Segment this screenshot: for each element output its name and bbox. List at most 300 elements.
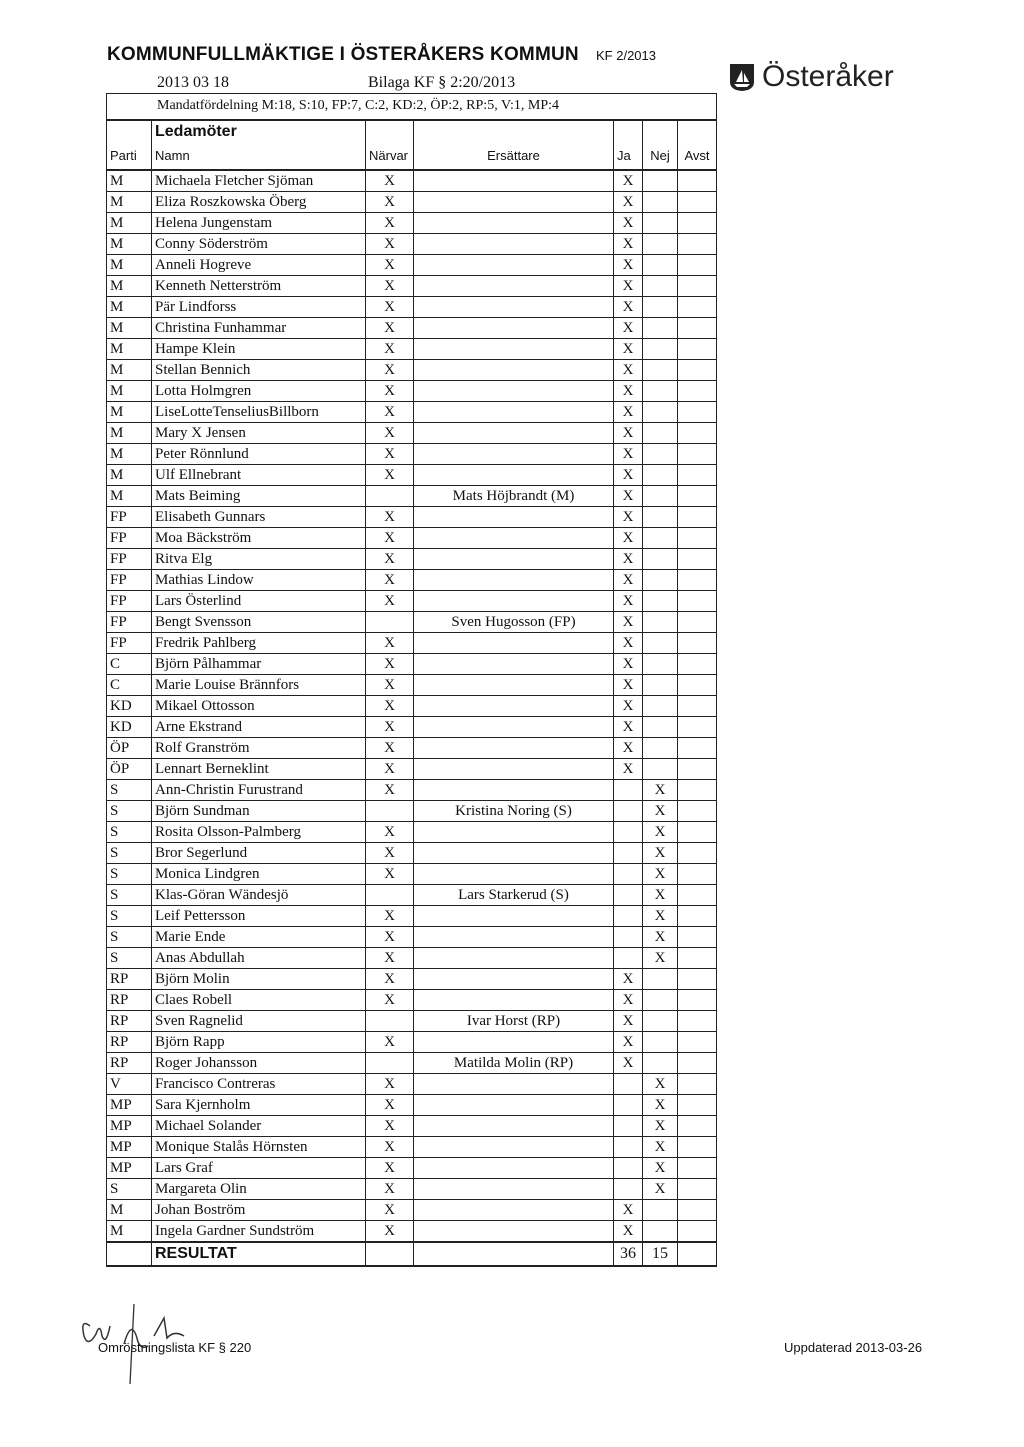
cell-namn: Elisabeth Gunnars [152,506,366,527]
cell-parti: S [107,1178,152,1199]
header-blank [614,120,643,144]
cell-parti: FP [107,632,152,653]
cell-nej [643,380,678,401]
cell-avst [678,884,717,905]
cell-narvar: X [366,1157,414,1178]
cell-ersattare [414,170,614,192]
cell-namn: Lars Österlind [152,590,366,611]
cell-parti: S [107,821,152,842]
cell-ja: X [614,968,643,989]
table-row [107,884,717,905]
osteraker-logo-icon [728,62,756,92]
column-header-narvar: Närvar [366,144,414,170]
cell-narvar: X [366,317,414,338]
cell-nej [643,611,678,632]
cell-namn: Claes Robell [152,989,366,1010]
cell-namn: Klas-Göran Wändesjö [152,884,366,905]
cell-ja: X [614,695,643,716]
cell-namn: Lotta Holmgren [152,380,366,401]
cell-namn: LiseLotteTenseliusBillborn [152,401,366,422]
cell-nej [643,401,678,422]
cell-ersattare [414,758,614,779]
cell-nej [643,317,678,338]
cell-parti: MP [107,1136,152,1157]
cell-nej [643,737,678,758]
table-row [107,1094,717,1115]
cell-namn: Björn Sundman [152,800,366,821]
cell-ersattare [414,212,614,233]
cell-narvar: X [366,170,414,192]
cell-avst [678,1031,717,1052]
cell-parti: S [107,947,152,968]
cell-ja: X [614,1052,643,1073]
cell-narvar: X [366,1220,414,1242]
cell-ja [614,1115,643,1136]
cell-avst [678,716,717,737]
cell-avst [678,380,717,401]
cell-namn: Conny Söderström [152,233,366,254]
cell-nej [643,569,678,590]
cell-nej: X [643,1157,678,1178]
cell-avst [678,779,717,800]
cell-namn: Arne Ekstrand [152,716,366,737]
cell-ja: X [614,590,643,611]
header-blank [366,120,414,144]
cell-nej: X [643,1136,678,1157]
cell-namn: Rolf Granström [152,737,366,758]
cell-namn: Stellan Bennich [152,359,366,380]
cell-namn: Björn Pålhammar [152,653,366,674]
cell-ersattare [414,1073,614,1094]
cell-ja [614,863,643,884]
cell-nej [643,212,678,233]
cell-narvar: X [366,527,414,548]
cell-ersattare [414,527,614,548]
cell-parti: S [107,800,152,821]
cell-ersattare [414,590,614,611]
cell-narvar [366,1052,414,1073]
cell-narvar: X [366,422,414,443]
cell-nej: X [643,779,678,800]
cell-parti: M [107,233,152,254]
cell-ersattare [414,905,614,926]
cell-avst [678,590,717,611]
column-header-nej: Nej [643,144,678,170]
cell-ersattare [414,716,614,737]
cell-narvar: X [366,863,414,884]
cell-nej: X [643,1115,678,1136]
cell-nej: X [643,1094,678,1115]
cell-narvar: X [366,842,414,863]
cell-narvar: X [366,926,414,947]
cell-narvar: X [366,1199,414,1220]
cell-parti: S [107,905,152,926]
cell-parti: M [107,1220,152,1242]
cell-ja: X [614,737,643,758]
cell-ja: X [614,506,643,527]
cell-nej [643,275,678,296]
cell-avst [678,506,717,527]
cell-ja: X [614,422,643,443]
cell-ja: X [614,989,643,1010]
cell-ja: X [614,359,643,380]
cell-namn: Ulf Ellnebrant [152,464,366,485]
cell-ersattare [414,842,614,863]
cell-parti: M [107,212,152,233]
table-row [107,401,717,422]
table-row [107,716,717,737]
cell-ja [614,905,643,926]
cell-avst [678,527,717,548]
result-label: RESULTAT [152,1242,366,1266]
cell-namn: Michaela Fletcher Sjöman [152,170,366,192]
cell-parti: KD [107,695,152,716]
cell-nej [643,548,678,569]
cell-avst [678,401,717,422]
cell-narvar: X [366,821,414,842]
table-row [107,611,717,632]
cell-avst [678,800,717,821]
table-row [107,695,717,716]
cell-ja: X [614,170,643,192]
cell-nej: X [643,947,678,968]
cell-avst [678,212,717,233]
cell-avst [678,317,717,338]
cell-avst [678,1136,717,1157]
cell-ersattare: Mats Höjbrandt (M) [414,485,614,506]
cell-nej: X [643,842,678,863]
cell-ersattare [414,191,614,212]
cell-ersattare [414,1157,614,1178]
table-row [107,989,717,1010]
cell-ersattare [414,275,614,296]
cell-ja: X [614,716,643,737]
cell-ersattare [414,338,614,359]
cell-namn: Sara Kjernholm [152,1094,366,1115]
cell-narvar: X [366,1073,414,1094]
table-row [107,1157,717,1178]
cell-parti: KD [107,716,152,737]
cell-ersattare [414,674,614,695]
cell-avst [678,569,717,590]
cell-narvar [366,1010,414,1031]
cell-nej [643,233,678,254]
cell-avst [678,1178,717,1199]
cell-ja: X [614,548,643,569]
table-row [107,1199,717,1220]
cell-ersattare [414,233,614,254]
cell-avst [678,1052,717,1073]
header-blank [107,120,152,144]
cell-ersattare [414,821,614,842]
cell-parti: RP [107,968,152,989]
cell-nej: X [643,926,678,947]
cell-ersattare [414,1178,614,1199]
cell-ja: X [614,296,643,317]
cell-narvar: X [366,1115,414,1136]
header-blank [643,120,678,144]
cell-narvar: X [366,359,414,380]
cell-namn: Michael Solander [152,1115,366,1136]
cell-narvar: X [366,968,414,989]
cell-avst [678,1157,717,1178]
table-row [107,947,717,968]
cell-ersattare [414,779,614,800]
cell-namn: Pär Lindforss [152,296,366,317]
cell-namn: Lennart Berneklint [152,758,366,779]
table-row [107,380,717,401]
cell-nej [643,1010,678,1031]
cell-ja: X [614,569,643,590]
cell-narvar: X [366,1031,414,1052]
table-row [107,1220,717,1242]
cell-namn: Moa Bäckström [152,527,366,548]
cell-nej [643,653,678,674]
cell-narvar [366,611,414,632]
cell-avst [678,1115,717,1136]
cell-ja: X [614,212,643,233]
cell-ja [614,800,643,821]
cell-ja [614,821,643,842]
cell-parti: ÖP [107,758,152,779]
column-header-ersattare: Ersättare [414,144,614,170]
cell-ersattare [414,401,614,422]
cell-ersattare [414,1136,614,1157]
cell-parti: M [107,254,152,275]
cell-nej [643,590,678,611]
cell-ja: X [614,1220,643,1242]
cell-narvar: X [366,674,414,695]
cell-parti: MP [107,1094,152,1115]
cell-parti: M [107,464,152,485]
cell-parti: FP [107,527,152,548]
cell-ja [614,926,643,947]
cell-narvar: X [366,464,414,485]
table-row [107,443,717,464]
cell-parti: RP [107,1010,152,1031]
cell-ersattare: Sven Hugosson (FP) [414,611,614,632]
cell-parti: V [107,1073,152,1094]
table-row [107,590,717,611]
cell-namn: Eliza Roszkowska Öberg [152,191,366,212]
cell-narvar: X [366,548,414,569]
cell-ja: X [614,443,643,464]
cell-ersattare [414,737,614,758]
cell-nej [643,527,678,548]
column-header-avst: Avst [678,144,717,170]
table-row [107,821,717,842]
cell-avst [678,464,717,485]
cell-nej [643,359,678,380]
cell-ersattare [414,653,614,674]
table-row [107,737,717,758]
cell-namn: Francisco Contreras [152,1073,366,1094]
cell-parti: S [107,842,152,863]
cell-namn: Christina Funhammar [152,317,366,338]
cell-nej [643,170,678,192]
cell-ersattare [414,422,614,443]
cell-ja: X [614,191,643,212]
cell-ersattare [414,359,614,380]
cell-narvar: X [366,443,414,464]
cell-nej [643,968,678,989]
section-label-ledamoter: Ledamöter [152,120,366,144]
cell-ersattare: Lars Starkerud (S) [414,884,614,905]
cell-ja: X [614,527,643,548]
cell-narvar: X [366,254,414,275]
table-row [107,800,717,821]
cell-nej: X [643,821,678,842]
cell-avst [678,191,717,212]
cell-ersattare [414,1031,614,1052]
cell-avst [678,443,717,464]
cell-parti: M [107,359,152,380]
cell-narvar: X [366,380,414,401]
table-row [107,506,717,527]
cell-namn: Marie Ende [152,926,366,947]
cell-avst [678,947,717,968]
cell-narvar [366,485,414,506]
cell-parti: MP [107,1115,152,1136]
cell-ersattare [414,1094,614,1115]
footer-label: Omröstningslista KF § 220 [98,1340,252,1355]
cell-ersattare [414,254,614,275]
cell-avst [678,695,717,716]
cell-ersattare: Kristina Noring (S) [414,800,614,821]
cell-nej [643,716,678,737]
cell-avst [678,1010,717,1031]
cell-namn: Anneli Hogreve [152,254,366,275]
cell-ja [614,1073,643,1094]
cell-nej [643,296,678,317]
result-avst [678,1242,717,1266]
attachment-reference: Bilaga KF § 2:20/2013 [368,74,516,91]
cell-ja [614,842,643,863]
result-row [107,1242,717,1266]
cell-namn: Mary X Jensen [152,422,366,443]
cell-nej [643,632,678,653]
cell-blank [414,1242,614,1266]
cell-ja [614,1157,643,1178]
header-blank [414,120,614,144]
cell-ja [614,884,643,905]
cell-parti: FP [107,611,152,632]
cell-parti: M [107,380,152,401]
table-row [107,233,717,254]
table-row [107,905,717,926]
cell-nej [643,1199,678,1220]
cell-namn: Bror Segerlund [152,842,366,863]
table-row [107,212,717,233]
cell-ja: X [614,674,643,695]
cell-namn: Marie Louise Brännfors [152,674,366,695]
cell-namn: Helena Jungenstam [152,212,366,233]
cell-nej [643,1052,678,1073]
cell-ersattare [414,548,614,569]
cell-avst [678,821,717,842]
cell-avst [678,674,717,695]
cell-ja: X [614,485,643,506]
cell-ersattare [414,1220,614,1242]
cell-parti: S [107,779,152,800]
cell-ja: X [614,632,643,653]
cell-parti: FP [107,590,152,611]
cell-parti: RP [107,989,152,1010]
table-row [107,1178,717,1199]
table-row [107,527,717,548]
cell-avst [678,653,717,674]
table-row [107,842,717,863]
cell-nej: X [643,1178,678,1199]
cell-parti: FP [107,548,152,569]
cell-narvar: X [366,1094,414,1115]
cell-narvar: X [366,569,414,590]
cell-parti: MP [107,1157,152,1178]
cell-avst [678,758,717,779]
cell-ersattare [414,380,614,401]
table-row [107,653,717,674]
cell-narvar: X [366,758,414,779]
table-row [107,1031,717,1052]
cell-narvar: X [366,989,414,1010]
cell-ersattare [414,632,614,653]
cell-namn: Roger Johansson [152,1052,366,1073]
cell-avst [678,632,717,653]
cell-avst [678,170,717,192]
cell-parti: RP [107,1031,152,1052]
cell-narvar: X [366,737,414,758]
cell-nej [643,506,678,527]
cell-ja: X [614,1199,643,1220]
cell-narvar: X [366,716,414,737]
table-row [107,485,717,506]
cell-ersattare [414,506,614,527]
cell-avst [678,254,717,275]
cell-narvar: X [366,590,414,611]
cell-ersattare [414,464,614,485]
cell-avst [678,1073,717,1094]
mandate-distribution: Mandatfördelning M:18, S:10, FP:7, C:2, KD:2, ÖP:2, RP:5, V:1, MP:4 [107,94,717,120]
cell-narvar: X [366,212,414,233]
cell-namn: Lars Graf [152,1157,366,1178]
table-row [107,1136,717,1157]
cell-ja: X [614,401,643,422]
column-header-parti: Parti [107,144,152,170]
cell-parti: ÖP [107,737,152,758]
column-header-ja: Ja [614,144,643,170]
cell-namn: Johan Boström [152,1199,366,1220]
cell-narvar: X [366,506,414,527]
cell-narvar: X [366,653,414,674]
cell-ja: X [614,611,643,632]
cell-parti: RP [107,1052,152,1073]
table-row [107,170,717,192]
cell-namn: Mikael Ottosson [152,695,366,716]
cell-ersattare [414,863,614,884]
cell-avst [678,1199,717,1220]
cell-namn: Monique Stalås Hörnsten [152,1136,366,1157]
cell-ersattare [414,989,614,1010]
cell-avst [678,968,717,989]
table-row [107,422,717,443]
cell-ersattare [414,443,614,464]
cell-parti: M [107,296,152,317]
cell-nej: X [643,1073,678,1094]
cell-narvar: X [366,1136,414,1157]
table-row [107,296,717,317]
cell-parti: M [107,191,152,212]
cell-namn: Margareta Olin [152,1178,366,1199]
